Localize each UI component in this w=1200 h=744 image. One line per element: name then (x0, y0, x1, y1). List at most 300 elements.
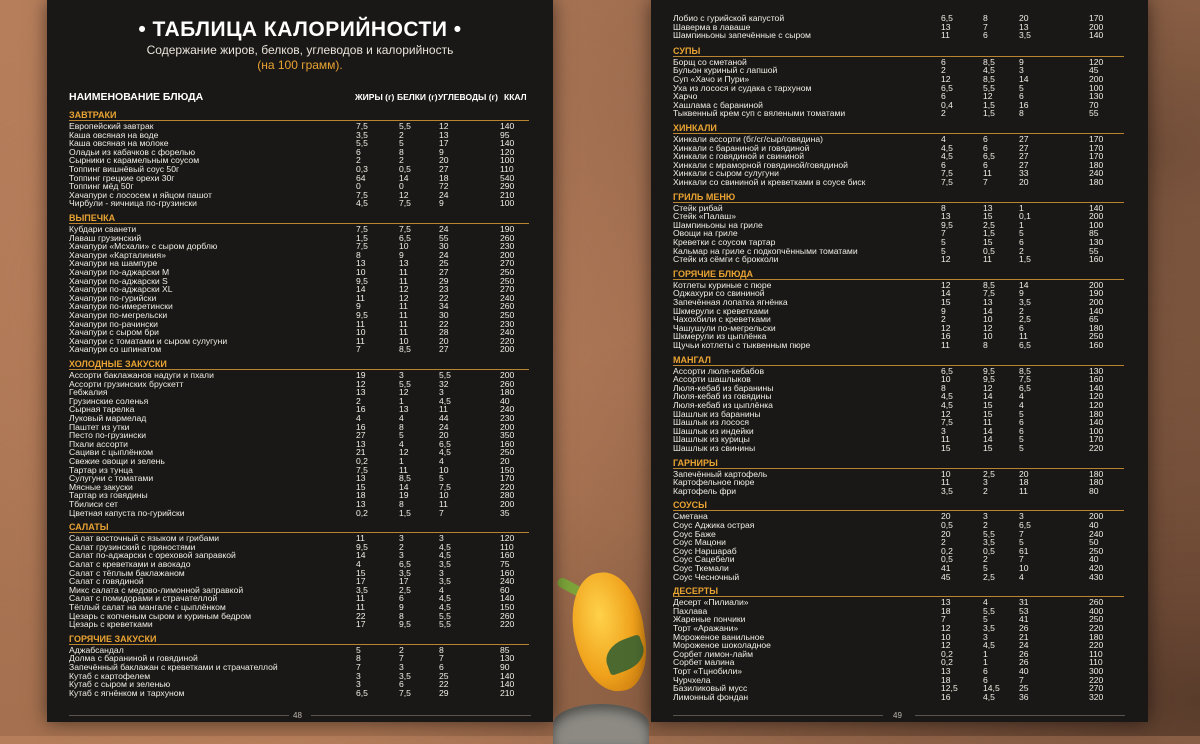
section-title: ВЫПЕЧКА (69, 213, 116, 223)
table-row (69, 414, 529, 423)
fat-value: 13 (941, 211, 951, 222)
kcal-value: 140 (500, 121, 515, 131)
kcal-value: 200 (500, 249, 515, 260)
protein-value: 11 (399, 309, 408, 320)
kcal-value: 230 (500, 412, 515, 423)
yellow-pepper (566, 568, 652, 697)
fat-value: 9,5 (356, 541, 368, 552)
protein-value: 14 (983, 434, 993, 445)
carbs-value: 5 (439, 473, 444, 484)
fat-value: 2 (356, 395, 361, 406)
fat-value: 7,5 (356, 464, 368, 475)
protein-value: 1,5 (983, 99, 995, 110)
section-title: ГАРНИРЫ (673, 457, 718, 468)
protein-value: 1 (399, 395, 404, 406)
carbs-value: 8 (1019, 108, 1024, 119)
protein-value: 3 (983, 511, 988, 522)
table-row (673, 615, 1124, 624)
fat-value: 8 (356, 653, 361, 664)
carbs-value: 3 (1019, 65, 1024, 76)
fat-value: 3 (356, 670, 361, 681)
kcal-value: 260 (1089, 597, 1104, 608)
carbs-value: 20 (1019, 176, 1029, 187)
dish-name: Европейский завтрак (69, 121, 154, 131)
fat-value: 0,5 (941, 519, 953, 530)
fat-value: 11 (941, 30, 950, 41)
table-row (673, 444, 1124, 453)
fat-value: 11 (356, 601, 365, 612)
header-carbs: УГЛЕВОДЫ (г) (438, 92, 498, 102)
fat-value: 6,5 (941, 365, 953, 376)
dish-name: Салат по-аджарски с ореховой заправкой (69, 550, 236, 561)
fat-value: 12 (941, 622, 951, 633)
kcal-value: 130 (1089, 91, 1104, 102)
protein-value: 3,5 (399, 567, 411, 578)
carbs-value: 3,5 (1019, 30, 1031, 41)
carbs-value: 3,5 (1019, 296, 1031, 307)
carbs-value: 6,5 (1019, 382, 1031, 393)
fat-value: 10 (941, 374, 951, 385)
dish-name: Соус Наршараб (673, 545, 737, 556)
fat-value: 18 (356, 490, 366, 501)
carbs-value: 6 (1019, 236, 1024, 247)
table-row (673, 255, 1124, 264)
table-row (673, 478, 1124, 487)
fat-value: 41 (941, 562, 951, 573)
dish-name: Тёплый салат на мангале с цыплёнком (69, 601, 226, 612)
protein-value: 7 (983, 176, 988, 187)
protein-value: 7 (983, 21, 988, 32)
protein-value: 12 (399, 447, 409, 458)
fat-value: 0 (356, 181, 361, 192)
table-row (673, 538, 1124, 547)
dish-name: Кальмар на гриле с подкопчёнными томатами (673, 245, 858, 256)
protein-value: 1 (983, 657, 988, 668)
kcal-value: 170 (1089, 151, 1104, 162)
dish-name: Оладьи из кабачков с форелью (69, 146, 196, 157)
section-divider (69, 644, 529, 645)
protein-value: 4,5 (983, 691, 995, 702)
protein-value: 1 (983, 648, 988, 659)
kcal-value: 220 (500, 481, 515, 492)
carbs-value: 11 (439, 404, 448, 415)
fat-value: 11 (356, 593, 365, 604)
carbs-value: 26 (1019, 648, 1029, 659)
fat-value: 10 (356, 327, 366, 338)
kcal-value: 140 (1089, 202, 1104, 213)
carbs-value: 6 (439, 661, 444, 672)
kcal-value: 240 (1089, 528, 1104, 539)
fat-value: 5,5 (356, 138, 368, 149)
carbs-value: 7,5 (1019, 374, 1031, 385)
fat-value: 14 (356, 550, 366, 561)
fat-value: 4 (356, 558, 361, 569)
fat-value: 7,5 (941, 417, 953, 428)
fat-value: 4,5 (941, 391, 953, 402)
dish-name: Кутаб с картофелем (69, 670, 151, 681)
carbs-value: 4 (439, 455, 444, 466)
table-row (673, 109, 1124, 118)
protein-value: 3 (399, 533, 404, 544)
dish-name: Салат восточный с языком и грибами (69, 533, 220, 544)
protein-value: 0 (399, 181, 404, 192)
kcal-value: 200 (500, 370, 515, 380)
fat-value: 1,5 (356, 232, 368, 243)
kcal-value: 320 (1089, 691, 1104, 702)
dish-name: Хачапури с томатами и сыром сулугуни (69, 335, 228, 346)
carbs-value: 4,5 (439, 541, 451, 552)
dish-name: Хачапури с лососем и яйцом пашот (69, 189, 212, 200)
kcal-value: 400 (1089, 605, 1104, 616)
carbs-value: 3 (439, 533, 444, 544)
dish-name: Торт «Аражани» (673, 622, 739, 633)
protein-value: 12 (983, 382, 993, 393)
carbs-value: 21 (1019, 631, 1029, 642)
kcal-value: 250 (1089, 545, 1104, 556)
protein-value: 3 (983, 631, 988, 642)
kcal-value: 200 (500, 344, 515, 355)
fat-value: 3 (356, 679, 361, 690)
carbs-value: 7 (439, 507, 444, 518)
dish-name: Борщ со сметаной (673, 56, 747, 67)
kcal-value: 260 (500, 301, 515, 312)
dish-name: Хинкали ассорти (бг/сг/сыр/говядина) (673, 134, 823, 144)
protein-value: 17 (399, 576, 409, 587)
dish-name: Соус Ткемали (673, 562, 729, 573)
dish-name: Шашлык из курицы (673, 434, 750, 445)
dish-name: Соус Баже (673, 528, 716, 539)
protein-value: 5,5 (983, 528, 995, 539)
kcal-value: 240 (500, 576, 515, 587)
table-row (69, 174, 529, 183)
fat-value: 3,5 (356, 129, 368, 140)
carbs-value: 27 (1019, 134, 1029, 144)
dish-name: Креветки с соусом тартар (673, 236, 776, 247)
fat-value: 0,2 (356, 455, 368, 466)
carbs-value: 5,5 (439, 610, 451, 621)
dish-name: Салат с говядиной (69, 576, 144, 587)
protein-value: 9,5 (399, 619, 411, 630)
section-title: СУПЫ (673, 45, 701, 56)
carbs-value: 4,5 (439, 395, 451, 406)
carbs-value: 72 (439, 181, 449, 192)
dish-name: Щучьи котлеты с тыквенным пюре (673, 339, 811, 350)
fat-value: 11 (356, 292, 365, 303)
dish-name: Хачапури по-аджарски XL (69, 284, 173, 295)
protein-value: 2,5 (399, 584, 411, 595)
kcal-value: 240 (500, 292, 515, 303)
table-row (69, 345, 529, 354)
carbs-value: 6,5 (439, 438, 451, 449)
kcal-value: 270 (500, 284, 515, 295)
dish-name: Шкмерули с креветками (673, 305, 769, 316)
carbs-value: 7,5 (439, 481, 451, 492)
fat-value: 10 (941, 468, 951, 479)
bowl (553, 704, 649, 744)
kcal-value: 220 (500, 335, 515, 346)
fat-value: 21 (356, 447, 366, 458)
kcal-value: 140 (1089, 417, 1104, 428)
kcal-value: 220 (1089, 442, 1104, 453)
fat-value: 11 (356, 533, 365, 544)
protein-value: 1,5 (983, 228, 995, 239)
carbs-value: 2 (1019, 305, 1024, 316)
kcal-value: 65 (1089, 314, 1099, 325)
fat-value: 16 (941, 691, 951, 702)
carbs-value: 20 (1019, 13, 1029, 23)
protein-value: 10 (983, 314, 993, 325)
kcal-value: 160 (500, 438, 515, 449)
dish-name: Ассорти люля-кебабов (673, 365, 765, 376)
dish-name: Шашлык из баранины (673, 408, 761, 419)
dish-name: Люля-кебаб из баранины (673, 382, 774, 393)
protein-value: 2 (399, 541, 404, 552)
fat-value: 16 (356, 421, 366, 432)
kcal-value: 190 (500, 224, 515, 234)
dish-name: Люля-кебаб из говядины (673, 391, 772, 402)
kcal-value: 350 (500, 430, 515, 441)
carbs-value: 4 (1019, 399, 1024, 410)
carbs-value: 26 (1019, 622, 1029, 633)
protein-value: 14 (399, 172, 409, 183)
dish-name: Топпинг вишнёвый соус 50г (69, 163, 180, 174)
fat-value: 9,5 (941, 219, 953, 230)
kcal-value: 250 (500, 309, 515, 320)
kcal-value: 110 (500, 163, 514, 174)
protein-value: 7,5 (399, 198, 411, 209)
dish-name: Салат с тёплым баклажаном (69, 567, 185, 578)
dish-name: Тартар из говядины (69, 490, 148, 501)
kcal-value: 180 (1089, 408, 1104, 419)
dish-name: Сациви с цыплёнком (69, 447, 154, 458)
fat-value: 15 (356, 481, 366, 492)
carbs-value: 30 (439, 241, 449, 252)
fat-value: 14 (356, 284, 366, 295)
fat-value: 17 (356, 576, 366, 587)
fat-value: 0,5 (941, 554, 953, 565)
table-row (69, 431, 529, 440)
kcal-value: 180 (1089, 322, 1104, 333)
kcal-value: 100 (1089, 82, 1104, 93)
protein-value: 15 (983, 408, 993, 419)
fat-value: 5 (356, 644, 361, 655)
carbs-value: 11 (1019, 485, 1028, 496)
table-section (69, 634, 529, 698)
protein-value: 3 (399, 550, 404, 561)
header-name: НАИМЕНОВАНИЕ БЛЮДА (69, 91, 204, 103)
carbs-value: 4 (1019, 391, 1024, 402)
page-subtitle (47, 43, 553, 73)
fat-value: 0,3 (356, 163, 368, 174)
kcal-value: 40 (1089, 554, 1099, 565)
fat-value: 12 (941, 322, 951, 333)
dish-name: Хачапури по-аджарски S (69, 275, 168, 286)
carbs-value: 3 (439, 387, 444, 398)
kcal-value: 140 (500, 138, 515, 149)
kcal-value: 250 (1089, 331, 1104, 342)
carbs-value: 22 (439, 679, 449, 690)
carbs-value: 44 (439, 412, 449, 423)
section-title: ГОРЯЧИЕ ЗАКУСКИ (69, 633, 157, 644)
kcal-value: 260 (500, 232, 515, 243)
kcal-value: 130 (1089, 365, 1104, 376)
dish-name: Чурчхела (673, 674, 711, 685)
fat-value: 4,5 (356, 198, 368, 209)
dish-name: Хачапури «Мсхали» с сыром дорблю (69, 241, 218, 252)
carbs-value: 13 (1019, 21, 1029, 32)
protein-value: 11 (399, 275, 408, 286)
protein-value: 11 (399, 266, 408, 277)
section-title: ЗАВТРАКИ (69, 110, 117, 120)
fat-value: 2 (941, 314, 946, 325)
carbs-value: 4,5 (439, 601, 451, 612)
kcal-value: 270 (1089, 683, 1104, 694)
kcal-value: 80 (1089, 485, 1099, 496)
kcal-value: 130 (500, 653, 515, 664)
carbs-value: 31 (1019, 597, 1029, 608)
protein-value: 13 (399, 258, 409, 269)
protein-value: 7,5 (399, 687, 411, 698)
kcal-value: 180 (1089, 631, 1104, 642)
protein-value: 6,5 (399, 558, 411, 569)
protein-value: 6,5 (399, 232, 411, 243)
protein-value: 5,5 (983, 605, 995, 616)
kcal-value: 110 (1089, 648, 1103, 659)
carbs-value: 24 (1019, 640, 1029, 651)
protein-value: 1 (399, 455, 404, 466)
carbs-value: 26 (1019, 657, 1029, 668)
dish-name: Лимонный фондан (673, 691, 749, 702)
kcal-value: 260 (500, 610, 515, 621)
dish-name: Хачапури по-гурийски (69, 292, 157, 303)
carbs-value: 7 (1019, 674, 1024, 685)
fat-value: 12 (941, 279, 951, 290)
table-section (69, 110, 529, 208)
protein-value: 10 (399, 241, 409, 252)
dish-name: Каша овсяная на воде (69, 129, 159, 140)
section-divider (673, 202, 1124, 203)
kcal-value: 160 (500, 550, 515, 561)
protein-value: 6,5 (983, 151, 995, 162)
fat-value: 4 (941, 134, 946, 144)
dish-name: Стейк «Палаш» (673, 211, 736, 222)
protein-value: 13 (983, 202, 993, 213)
fat-value: 0,4 (941, 99, 953, 110)
fat-value: 0,2 (941, 545, 953, 556)
dish-name: Картофельное пюре (673, 477, 755, 488)
fat-value: 8 (356, 249, 361, 260)
menu-page-left (47, 0, 553, 722)
carbs-value: 7 (1019, 528, 1024, 539)
kcal-value: 170 (1089, 134, 1104, 144)
carbs-value: 5,5 (439, 370, 451, 380)
protein-value: 2 (983, 485, 988, 496)
dish-name: Свежие овощи и зелень (69, 455, 165, 466)
dish-name: Аджабсандал (69, 644, 124, 655)
dish-name: Ассорти баклажанов надуги и пхали (69, 370, 214, 380)
carbs-value: 4,5 (439, 447, 451, 458)
fat-value: 4,5 (941, 142, 953, 153)
header-protein: БЕЛКИ (г) (397, 92, 438, 102)
kcal-value: 160 (1089, 374, 1104, 385)
protein-value: 0,5 (983, 545, 995, 556)
kcal-value: 40 (1089, 519, 1099, 530)
fat-value: 17 (356, 619, 366, 630)
protein-value: 7,5 (983, 288, 995, 299)
dish-name: Сырники с карамельным соусом (69, 155, 200, 166)
fat-value: 3,5 (356, 584, 368, 595)
dish-name: Тартар из тунца (69, 464, 133, 475)
protein-value: 2 (983, 554, 988, 565)
fat-value: 4 (356, 412, 361, 423)
carbs-value: 9 (439, 198, 444, 209)
dish-name: Хачапури со шпинатом (69, 344, 162, 355)
fat-value: 10 (941, 631, 951, 642)
protein-value: 12 (983, 91, 993, 102)
fat-value: 7,5 (356, 121, 368, 131)
dish-name: Хачапури по-рачински (69, 318, 158, 329)
protein-value: 8 (399, 146, 404, 157)
kcal-value: 170 (1089, 13, 1104, 23)
kcal-value: 220 (1089, 640, 1104, 651)
kcal-value: 270 (500, 258, 515, 269)
fat-value: 13 (356, 498, 366, 509)
table-section (673, 500, 1124, 581)
dish-name: Сулугуни с томатами (69, 473, 154, 484)
dish-name: Жареные пончики (673, 614, 746, 625)
section-title: ГРИЛЬ МЕНЮ (673, 191, 736, 202)
kcal-value: 120 (1089, 399, 1104, 410)
fat-value: 8 (941, 202, 946, 213)
protein-value: 4 (399, 412, 404, 423)
kcal-value: 55 (1089, 108, 1099, 119)
carbs-value: 22 (439, 292, 449, 303)
fat-value: 2 (356, 155, 361, 166)
fat-value: 6,5 (941, 82, 953, 93)
dish-name: Хачапури на шампуре (69, 258, 158, 269)
table-row (673, 487, 1124, 496)
fat-value: 11 (941, 477, 950, 488)
carbs-value: 1 (1019, 202, 1024, 213)
section-title: МАНГАЛ (673, 354, 711, 365)
dish-name: Мороженое ванильное (673, 631, 765, 642)
kcal-value: 140 (1089, 305, 1104, 316)
dish-name: Луковый мармелад (69, 412, 147, 423)
kcal-value: 290 (500, 181, 515, 192)
table-row (673, 521, 1124, 530)
table-row (673, 693, 1124, 702)
carbs-value: 5 (1019, 82, 1024, 93)
kcal-value: 250 (500, 266, 515, 277)
protein-value: 2 (399, 644, 404, 655)
protein-value: 2,5 (983, 219, 995, 230)
fat-value: 19 (356, 370, 366, 380)
carbs-value: 41 (1019, 614, 1029, 625)
protein-value: 8 (399, 421, 404, 432)
dish-name: Салат с помидорами и страчателлой (69, 593, 218, 604)
kcal-value: 60 (500, 584, 510, 595)
carbs-value: 11 (439, 498, 448, 509)
kcal-value: 20 (500, 455, 510, 466)
dish-name: Десерт «Пилиали» (673, 597, 749, 608)
carbs-value: 5 (1019, 537, 1024, 548)
dish-name: Шаверма в лаваше (673, 21, 751, 32)
footer-rule-left (69, 715, 289, 716)
footer-rule-left (673, 715, 883, 716)
kcal-value: 260 (500, 378, 515, 389)
header-fat: ЖИРЫ (г) (355, 92, 395, 102)
protein-value: 2 (983, 519, 988, 530)
